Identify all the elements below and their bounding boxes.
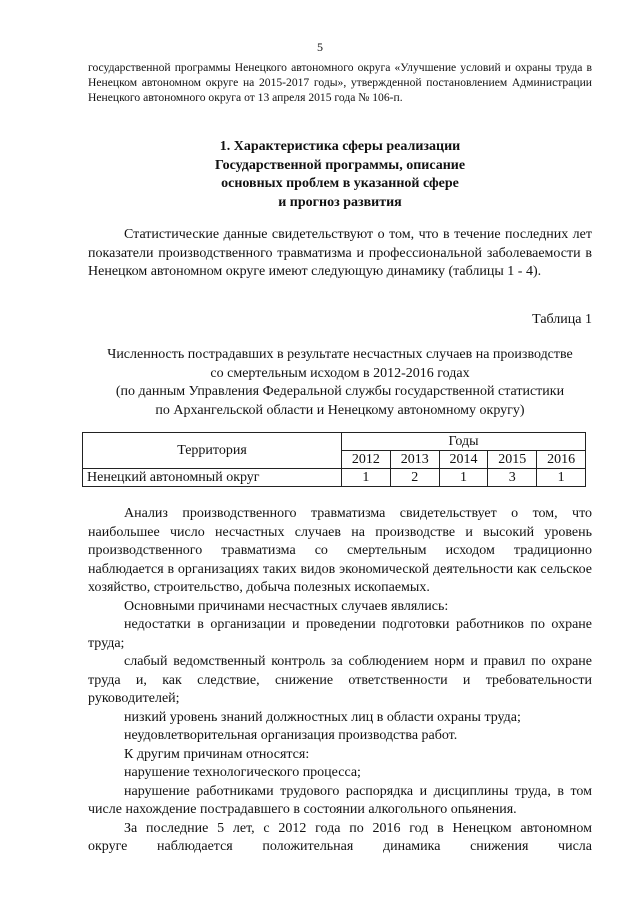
table-title-line: Численность пострадавших в результате несчастных случаев на производстве bbox=[107, 347, 573, 362]
statistics-paragraph: Статистические данные свидетельствуют о том, что в течение последних лет показатели производственного травматизма и профессиональной заболеваемости в Ненецком автономном округе имеют следующую динамику (таблицы 1 - 4). bbox=[88, 227, 592, 279]
table-caption: Таблица 1 bbox=[532, 312, 592, 327]
intro-paragraph: государственной программы Ненецкого автономного округа «Улучшение условий и охраны труда в Ненецком автономном округе на 2015-2017 годы», утвержденной постановлением Администрации Ненецкого автономного округа от 13 апреля 2015 года № 106-п. bbox=[88, 61, 592, 104]
year-header: 2014 bbox=[439, 451, 488, 469]
territory-cell: Ненецкий автономный округ bbox=[83, 469, 342, 487]
year-header: 2013 bbox=[390, 451, 439, 469]
year-header: 2012 bbox=[342, 451, 391, 469]
heading-line: и прогноз развития bbox=[278, 194, 402, 210]
year-header: 2015 bbox=[488, 451, 537, 469]
table-title bbox=[88, 346, 592, 420]
main-causes-heading: Основными причинами несчастных случаев являлись: bbox=[124, 598, 449, 614]
closing-line: За последние 5 лет, с 2012 года по 2016 год в Ненецком автономном bbox=[124, 820, 592, 836]
heading-line: 1. Характеристика сферы реализации bbox=[219, 139, 461, 154]
injury-table bbox=[82, 432, 586, 487]
table-title-line: (по данным Управления Федеральной службы государственной статистики bbox=[115, 384, 565, 399]
cause-item: недостатки в организации и проведении подготовки работников по охране труда; bbox=[88, 617, 592, 651]
years-header: Годы bbox=[342, 433, 586, 451]
section-heading bbox=[88, 138, 592, 212]
other-cause-item: нарушение технологического процесса; bbox=[124, 765, 361, 780]
value-cell: 1 bbox=[537, 469, 586, 487]
closing-line: округе наблюдается положительная динамика снижения числа bbox=[88, 839, 592, 854]
analysis-section bbox=[88, 505, 592, 857]
cause-item: низкий уровень знаний должностных лиц в области охраны труда; bbox=[124, 709, 521, 725]
year-header: 2016 bbox=[537, 451, 586, 469]
value-cell: 1 bbox=[439, 469, 488, 487]
value-cell: 2 bbox=[390, 469, 439, 487]
table-row bbox=[83, 469, 586, 487]
cause-item: неудовлетворительная организация производства работ. bbox=[124, 728, 458, 743]
heading-line: основных проблем в указанной сфере bbox=[221, 176, 459, 191]
other-cause-item: нарушение работниками трудового распорядка и дисциплины труда, в том числе нахождение пострадавшего в состоянии алкогольного опьянения. bbox=[88, 783, 592, 817]
table-header-row bbox=[83, 433, 586, 451]
page-number: 5 bbox=[317, 40, 323, 54]
analysis-paragraph: Анализ производственного травматизма свидетельствует о том, что наибольшее число несчастных случаев на производстве и высокий уровень производственного травматизма со смертельным исходом традиционно наблюдается в организациях таких видов экономической деятельности как сельское хозяйство, строительство, добыча полезных ископаемых. bbox=[88, 506, 592, 595]
other-causes-heading: К другим причинам относятся: bbox=[124, 746, 310, 762]
value-cell: 1 bbox=[342, 469, 391, 487]
table-title-line: со смертельным исходом в 2012-2016 годах bbox=[210, 365, 470, 381]
heading-line: Государственной программы, описание bbox=[214, 157, 466, 173]
value-cell: 3 bbox=[488, 469, 537, 487]
cause-item: слабый ведомственный контроль за соблюдением норм и правил по охране труда и, как следствие, снижение ответственности и требовательности руководителей; bbox=[88, 654, 592, 706]
table-title-line: по Архангельской области и Ненецкому автономному округу) bbox=[155, 402, 525, 418]
territory-header: Территория bbox=[83, 433, 342, 469]
